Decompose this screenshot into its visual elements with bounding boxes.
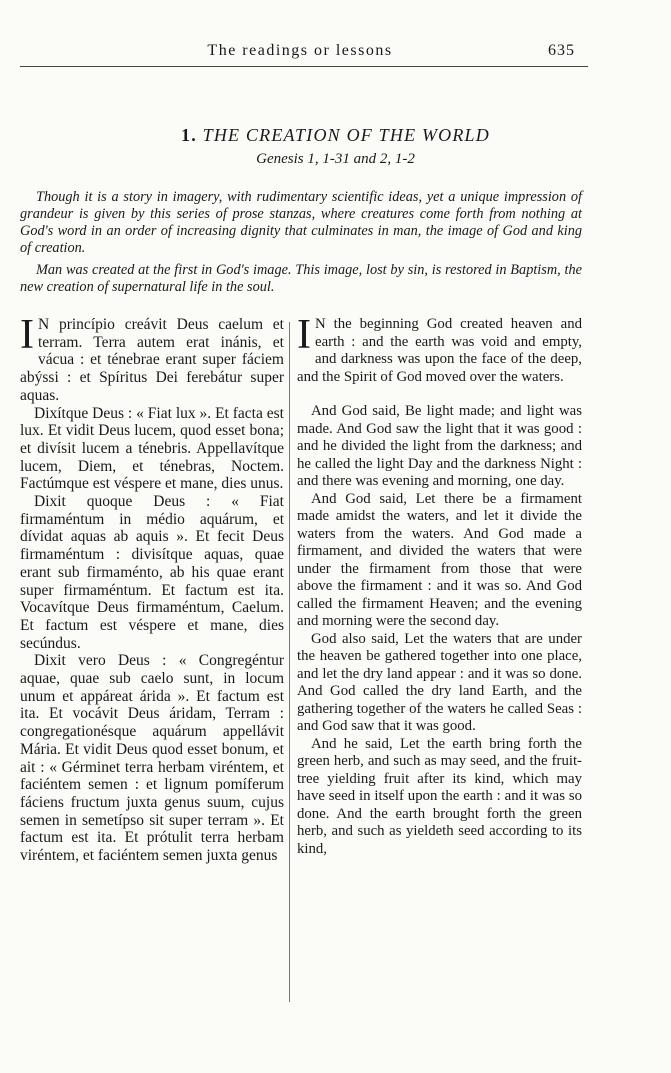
dropcap: I	[20, 312, 34, 358]
english-paragraph: God also said, Let the waters that are under the heaven be gathered together into one place, and let the dry land appear : and it was so done. And God called the dry land Earth, and the gathering together of the waters he called Seas : and God saw that it was good.	[297, 630, 582, 734]
latin-paragraph	[20, 312, 284, 405]
dropcap: I	[297, 312, 311, 358]
scripture-reference: Genesis 1, 1-31 and 2, 1-2	[256, 151, 415, 167]
intro-paragraph-1	[20, 189, 582, 257]
english-paragraph: And God said, Let there be a firmament made amidst the waters, and let it divide the waters from the waters. And God made a firmament, and divided the waters that were under the firmament from those that were above the firmament : and it was so. And God called the firmament Heaven; and the evening and morning were the second day.	[297, 490, 582, 629]
running-head: The readings or lessons	[207, 42, 393, 59]
english-column	[297, 312, 582, 858]
intro-text-2: Man was created at the first in God's image. This image, lost by sin, is restored in Baptism, the new creation of supernatural life in the soul.	[20, 262, 582, 295]
latin-paragraph: Dixit vero Deus : « Congregéntur aquae, quae sub caelo sunt, in locum unum et appáreat árida ». Et factum est ita. Et vocávit Deus áridam, Terram : congregationésque aquárum appellávit Mária. Et vidit Deus quod esset bonum, et ait : « Gérminet terra herbam viréntem, et faciéntem semen : et lignum pomíferum fáciens fructum juxta genus suum, cujus semen in semetípso sit super terram ». Et factum est ita. Et prótulit terra herbam viréntem, et faciéntem semen juxta genus	[20, 652, 284, 865]
latin-paragraph: Dixítque Deus : « Fiat lux ». Et facta est lux. Et vidit Deus lucem, quod esset bona; et divísit lucem a ténebris. Appellavítque lucem, Diem, et ténebras, Noctem. Factúmque est véspere et mane, dies unus.	[20, 404, 284, 493]
english-paragraph	[297, 312, 582, 386]
section-number: 1.	[181, 125, 197, 145]
english-paragraph: And he said, Let the earth bring forth the green herb, and such as may seed, and the fruit-tree yielding fruit after its kind, which may have seed in itself upon the earth : and it was so done. And the earth brought forth the green herb, and such as yieldeth seed according to its kind,	[297, 735, 582, 857]
intro-text-1: Though it is a story in imagery, with rudimentary scientific ideas, yet a unique impression of grandeur is given by this series of prose stanzas, where creatures come forth from nothing at God's word in an order of increasing dignity that culminates in man, the image of God and king of creation.	[20, 189, 582, 256]
english-paragraph: And God said, Be light made; and light was made. And God saw the light that it was good : and he divided the light from the darkness; and he called the light Day and the darkness Night : and there was evening and morning, one day.	[297, 403, 582, 489]
section-title-text: THE CREATION OF THE WORLD	[202, 125, 490, 145]
column-divider	[289, 322, 290, 1002]
intro-paragraph-2	[20, 262, 582, 296]
latin-paragraph: Dixit quoque Deus : « Fiat firmaméntum in médio aquárum, et dívidat aquas ab aquis ». Et fecit Deus firmaméntum : divisítque aquas, quae erant sub firmaménto, ab his quae erant super firmaméntum. Et factum est ita. Vocavítque Deus firmaméntum, Caelum. Et factum est véspere et mane, dies secúndus.	[20, 493, 284, 652]
page-number: 635	[548, 42, 575, 59]
latin-column	[20, 312, 284, 865]
section-title	[0, 125, 671, 146]
english-text-1: N the beginning God created heaven and earth : and the earth was void and empty, and darkness was upon the face of the deep, and the Spirit of God moved over the waters.	[297, 316, 582, 385]
header-rule	[20, 66, 588, 67]
latin-text-1: N princípio creávit Deus caelum et terram. Terra autem erat inánis, et vácua : et ténebrae erant super fáciem abýssi : et Spíritus Dei ferebátur super aquas.	[20, 316, 284, 404]
